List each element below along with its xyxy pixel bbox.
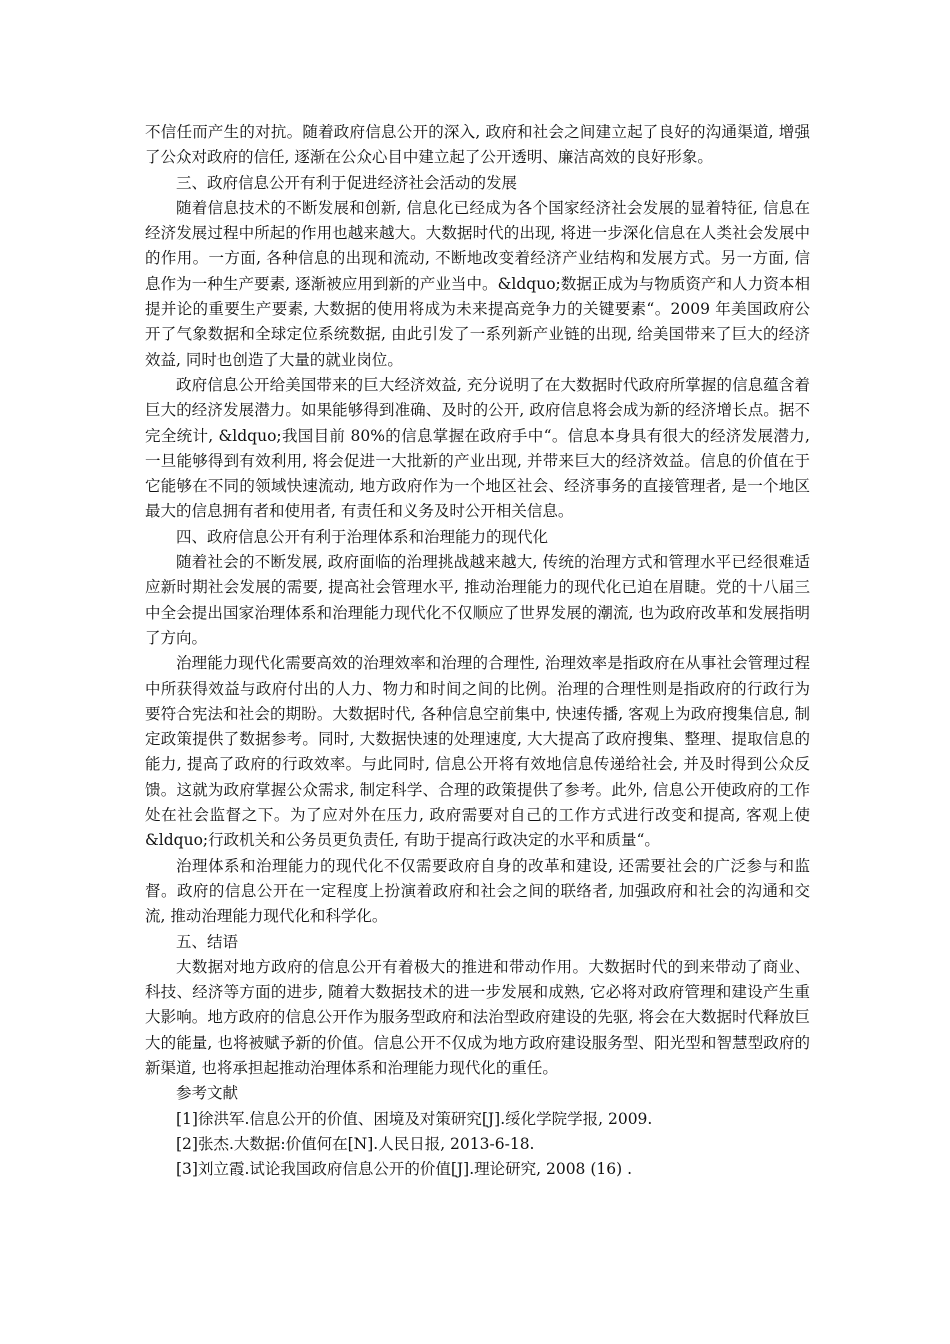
paragraph: 大数据对地方政府的信息公开有着极大的推进和带动作用。大数据时代的到来带动了商业、科技、经济等方面的进步, 随着大数据技术的进一步发展和成熟, 它必将对政府管理和建设产生重大影响。地方政府的信息公开作为服务型政府和法治型政府建设的先驱, 将会在大数据时代释放巨大的能量, 也将被赋予新的价值。信息公开不仅成为地方政府建设服务型、阳光型和智慧型政府的新渠道, 也将承担起推动治理体系和治理能力现代化的重任。 — [145, 957, 810, 1077]
paragraph-intro-continued: 不信任而产生的对抗。随着政府信息公开的深入, 政府和社会之间建立起了良好的沟通渠道, 增强了公众对政府的信任, 逐渐在公众心目中建立起了公开透明、廉洁高效的良好形象。 — [145, 123, 810, 167]
reference-item: [2]张杰.大数据:价值何在[N].人民日报, 2013-6-18. — [176, 1134, 535, 1153]
reference-item: [3]刘立霞.试论我国政府信息公开的价值[J].理论研究, 2008 (16) . — [176, 1160, 633, 1179]
document-body — [145, 120, 810, 1182]
paragraph: 治理能力现代化需要高效的治理效率和治理的合理性, 治理效率是指政府在从事社会管理过程中所获得效益与政府付出的人力、物力和时间之间的比例。治理的合理性则是指政府的行政行为要符合宪法和社会的期盼。大数据时代, 各种信息空前集中, 快速传播, 客观上为政府搜集信息, 制定政策提供了数据参考。同时, 大数据快速的处理速度, 大大提高了政府搜集、整理、提取信息的能力, 提高了政府的行政效率。与此同时, 信息公开将有效地信息传递给社会, 并及时得到公众反馈。这就为政府掌握公众需求, 制定科学、合理的政策提供了参考。此外, 信息公开使政府的工作处在社会监督之下。为了应对外在压力, 政府需要对自己的工作方式进行改变和提高, 客观上使&ldquo;行政机关和公务员更负责任, 有助于提高行政决定的水平和质量“。 — [145, 654, 810, 850]
reference-item: [1]徐洪军.信息公开的价值、困境及对策研究[J].绥化学院学报, 2009. — [176, 1109, 653, 1128]
section-heading-3: 三、政府信息公开有利于促进经济社会活动的发展 — [176, 173, 518, 192]
section-heading-5: 五、结语 — [176, 932, 239, 951]
references-heading: 参考文献 — [176, 1084, 239, 1103]
paragraph: 政府信息公开给美国带来的巨大经济效益, 充分说明了在大数据时代政府所掌握的信息蕴含着巨大的经济发展潜力。如果能够得到准确、及时的公开, 政府信息将会成为新的经济增长点。据不完全统计, &ldquo;我国目前 80%的信息掌握在政府手中“。信息本身具有很大的经济发展潜力, 一旦能够得到有效利用, 将会促进一大批新的产业出现, 并带来巨大的经济效益。信息的价值在于它能够在不同的领域快速流动, 地方政府作为一个地区社会、经济事务的直接管理者, 是一个地区最大的信息拥有者和使用者, 有责任和义务及时公开相关信息。 — [145, 375, 810, 521]
paragraph: 治理体系和治理能力的现代化不仅需要政府自身的改革和建设, 还需要社会的广泛参与和监督。政府的信息公开在一定程度上扮演着政府和社会之间的联络者, 加强政府和社会的沟通和交流, 推动治理能力现代化和科学化。 — [145, 856, 810, 926]
paragraph: 随着社会的不断发展, 政府面临的治理挑战越来越大, 传统的治理方式和管理水平已经很难适应新时期社会发展的需要, 提高社会管理水平, 推动治理能力的现代化已迫在眉睫。党的十八届三中全会提出国家治理体系和治理能力现代化不仅顺应了世界发展的潮流, 也为政府改革和发展指明了方向。 — [145, 553, 810, 647]
section-heading-4: 四、政府信息公开有利于治理体系和治理能力的现代化 — [176, 527, 549, 546]
paragraph: 随着信息技术的不断发展和创新, 信息化已经成为各个国家经济社会发展的显着特征, 信息在经济发展过程中所起的作用也越来越大。大数据时代的出现, 将进一步深化信息在人类社会发展中的作用。一方面, 各种信息的出现和流动, 不断地改变着经济产业结构和发展方式。另一方面, 信息作为一种生产要素, 逐渐被应用到新的产业当中。&ldquo;数据正成为与物质资产和人力资本相提并论的重要生产要素, 大数据的使用将成为未来提高竞争力的关键要素“。2009 年美国政府公开了气象数据和全球定位系统数据, 由此引发了一系列新产业链的出现, 给美国带来了巨大的经济效益, 同时也创造了大量的就业岗位。 — [145, 198, 810, 369]
